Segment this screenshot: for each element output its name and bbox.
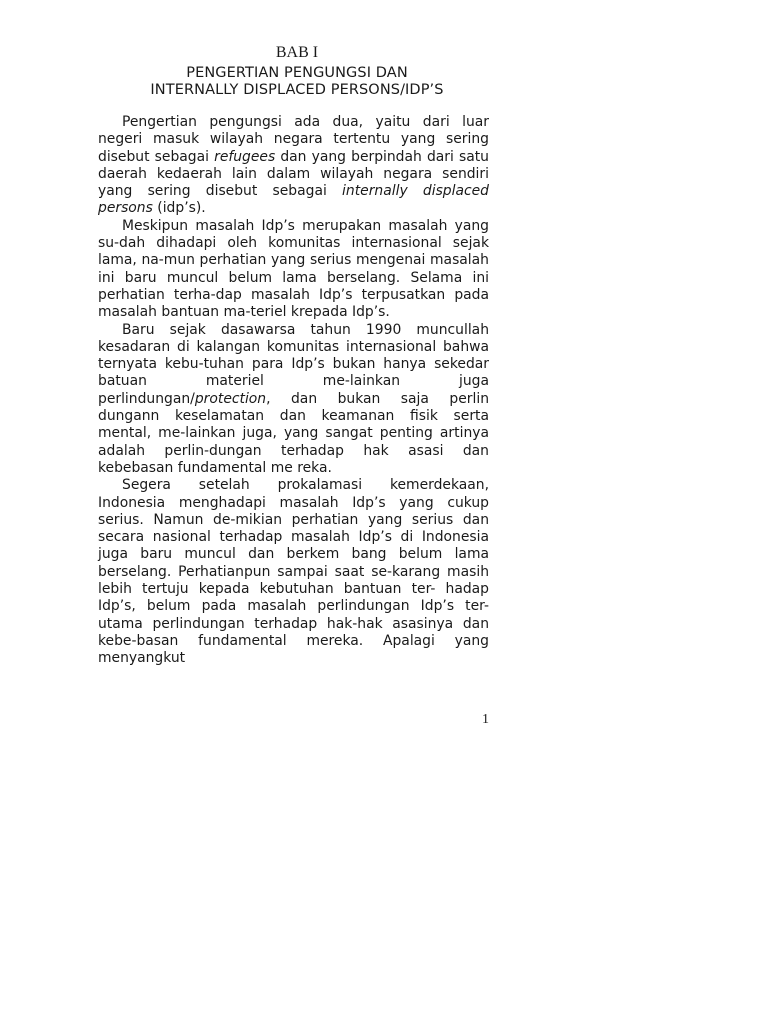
- paragraph-3-text-c: , dan bukan saja perlin dungann keselamatan dan keamanan fisik serta mental, me-lainkan juga, yang sangat penting artinya adalah perlin-dungan terhadap hak asasi dan kebebasan fundamental me reka.: [98, 390, 489, 476]
- paragraph-3-text-a: Baru sejak dasawarsa tahun 1990 muncullah kesadaran di kalangan komunitas internasional bahwa ternyata kebu-tuhan para Idp’s bukan hanya sekedar batuan materiel me-lainkan juga perlindungan/: [98, 321, 489, 407]
- chapter-title-line-2: INTERNALLY DISPLACED PERSONS/IDP’S: [150, 82, 444, 98]
- chapter-title-line-1: PENGERTIAN PENGUNGSI DAN: [186, 65, 408, 81]
- page-number: 1: [482, 712, 489, 727]
- paragraph-2: Meskipun masalah Idp’s merupakan masalah yang su-dah dihadapi oleh komunitas internasional sejak lama, na-mun perhatian yang serius mengenai masalah ini baru muncul belum lama berselang. Selama ini perhatian terha-dap masalah Idp’s terpusatkan pada masalah bantuan ma-teriel krepada Idp’s.: [98, 217, 489, 321]
- paragraph-3: [98, 322, 489, 478]
- paragraph-4: Segera setelah prokalamasi kemerdekaan, Indonesia menghadapi masalah Idp’s yang cukup serius. Namun de-mikian perhatian yang serius dan secara nasional terhadap masalah Idp’s di Indonesia juga baru muncul dan berkem bang belum lama berselang. Perhatianpun sampai saat se-karang masih lebih tertuju kepada kebutuhan bantuan ter- hadap Idp’s, belum pada masalah perlindungan Idp’s ter-utama perlindungan terhadap hak-hak asasinya dan kebe-basan fundamental mereka. Apalagi yang menyangkut: [98, 477, 489, 667]
- chapter-heading: BAB I: [275, 44, 319, 61]
- paragraph-1-text-c: dan yang berpindah dari satu daerah kedaerah lain dalam wilayah negara sendiri yang sering disebut sebagai: [98, 148, 489, 200]
- term-internally-displaced-persons: internally displaced persons: [98, 183, 489, 217]
- body-text: [98, 114, 489, 668]
- paragraph-1-text-e: (idp’s).: [152, 200, 206, 217]
- term-protection: protection: [194, 390, 267, 407]
- paragraph-1-text-a: Pengertian pengungsi ada dua, yaitu dari luar negeri masuk wilayah negara tertentu yang sering disebut sebagai: [98, 114, 489, 165]
- term-refugees: refugees: [214, 148, 276, 165]
- paragraph-1: [98, 114, 489, 218]
